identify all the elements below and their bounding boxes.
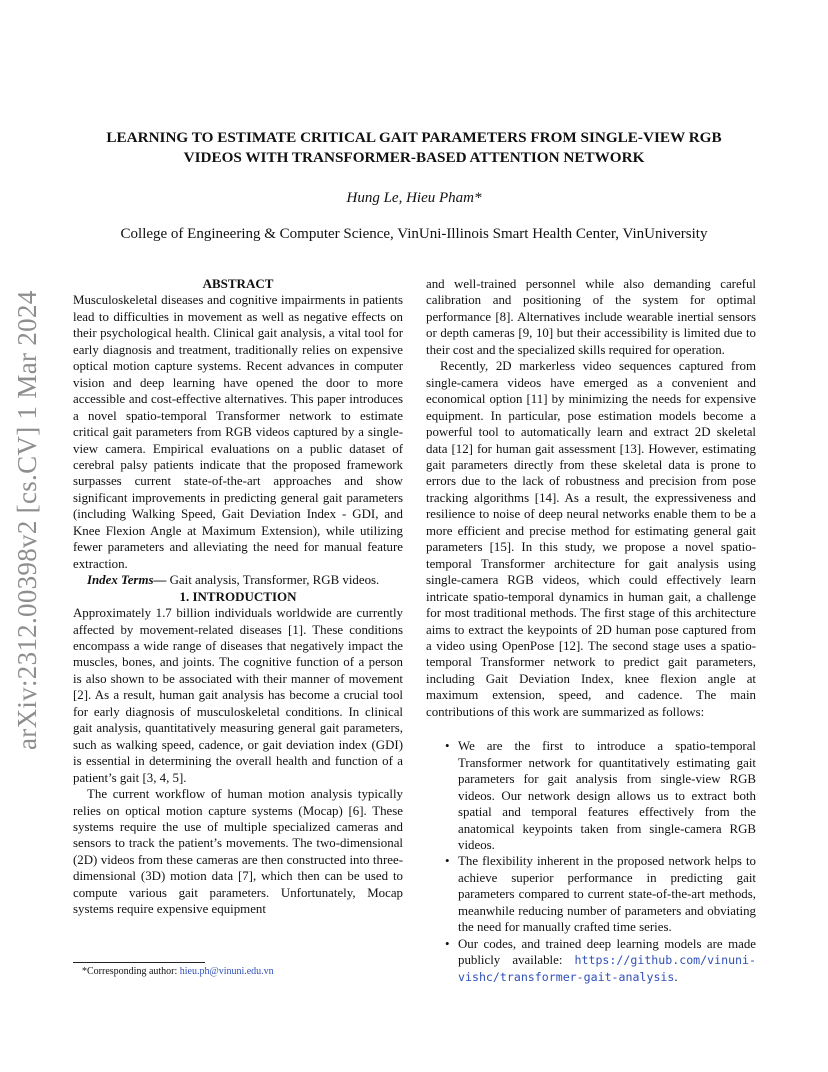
index-terms [73, 572, 403, 588]
list-item [445, 738, 756, 853]
bullet-text: The flexibility inherent in the proposed network helps to achieve superior performance in predicting gait parameters compared to current state-of-the-art methods, meanwhile reducing number of parameters and obviating the need for manually crafted time series. [458, 854, 756, 935]
bullet-text: We are the first to introduce a spatio-temporal Transformer network for quantitatively estimating gait parameters for gait analysis from single-view RGB videos. Our network design allows us to extract both spatial and temporal features effectively from the anatomical keypoints taken from single-camera RGB videos. [458, 739, 756, 852]
bullet-end: . [674, 969, 678, 984]
bullet-icon: • [445, 854, 450, 869]
email-link[interactable]: hieu.ph@vinuni.edu.vn [179, 966, 274, 977]
bullet-text: Our codes, and trained deep learning models are made publicly available: [458, 936, 756, 968]
footnote-rule [73, 962, 205, 963]
title-line-1: LEARNING TO ESTIMATE CRITICAL GAIT PARAMETERS FROM SINGLE-VIEW RGB [106, 129, 722, 146]
right-paragraph-1: and well-trained personnel while also demanding careful calibration and positioning of the system for optimal performance [8]. Alternatives include wearable inertial sensors or depth cameras [9, 10] but their accessibility is limited due to their cost and the specialized skills required for operation. [426, 277, 756, 357]
footnote [82, 966, 274, 977]
right-column [426, 276, 756, 985]
list-item [445, 853, 756, 935]
right-paragraph-2: Recently, 2D markerless video sequences captured from single-camera videos have emerged as a convenient and economical option [11] by minimizing the needs for expensive equipment. In particular, pose estimation models become a powerful tool to automatically learn and extract 2D skeletal data [12] for human gait assessment [13]. However, estimating gait parameters directly from these skeletal data is prone to errors due to the lack of robustness and precision from pose tracking algorithms [14]. As a result, the expressiveness and resilience to noise of deep neural networks enable them to be a more efficient and precise method for estimating general gait parameters [15]. In this study, we propose a novel spatio-temporal Transformer architecture for gait analysis using single-camera RGB videos, which could effectively learn intricate spatio-temporal dynamics in human gait, a challenge for most traditional methods. The first stage of this architecture aims to extract the keypoints of 2D human pose captured from a video using OpenPose [12]. The second stage uses a spatio-temporal Transformer network to predict gait parameters, including Gait Deviation Index, knee flexion angle at maximum extension, speed, and cadence. The main contributions of this work are summarized as follows: [426, 359, 756, 719]
abstract-heading: ABSTRACT [202, 276, 274, 291]
intro-paragraph-1: Approximately 1.7 billion individuals worldwide are currently affected by movement-related diseases [1]. These conditions encompass a wide range of diseases that negatively impact the muscles, bones, and joints. The cognitive function of a person is also shown to be associated with their manner of movement [2]. As a result, human gait analysis has become a crucial tool for early diagnosis of musculoskeletal conditions. In clinical gait analysis, quantitatively measuring general gait parameters, such as walking speed, cadence, or gait deviation index (GDI) is essential in determining the overall health and function of a patient’s gait [3, 4, 5]. [73, 606, 403, 785]
github-link[interactable]: https://github.com/vinuni-vishc/transformer-gait-analysis [458, 953, 756, 984]
affiliation: College of Engineering & Computer Science, VinUni-Illinois Smart Health Center, VinUniversity [120, 226, 708, 242]
left-column [73, 276, 403, 918]
index-terms-label: Index Terms— [87, 573, 167, 588]
footnote-text: *Corresponding author: [82, 966, 180, 977]
paper-title [70, 128, 758, 168]
arxiv-identifier: arXiv:2312.00398v2 [cs.CV] 1 Mar 2024 [12, 290, 42, 750]
contributions-list [426, 738, 756, 985]
authors: Hung Le, Hieu Pham* [346, 190, 482, 206]
abstract-text: Musculoskeletal diseases and cognitive impairments in patients lead to difficulties in movement as well as negative effects on their psychological health. Clinical gait analysis, a vital tool for early diagnosis and treatment, traditionally relies on expensive optical motion capture systems. Recent advances in computer vision and deep learning have opened the door to more accessible and cost-effective alternatives. This paper introduces a novel spatio-temporal Transformer network to estimate critical gait parameters from RGB videos captured by a single-view camera. Empirical evaluations on a public dataset of cerebral palsy patients indicate that the proposed framework surpasses current state-of-the-art approaches and show significant improvements in predicting general gait parameters (including Walking Speed, Gait Deviation Index - GDI, and Knee Flexion Angle at Maximum Extension), while utilizing fewer parameters and alleviating the need for manual feature extraction. [73, 293, 403, 571]
index-terms-text: Gait analysis, Transformer, RGB videos. [166, 573, 380, 588]
list-item [445, 936, 756, 985]
bullet-icon: • [445, 936, 450, 951]
intro-paragraph-2: The current workflow of human motion analysis typically relies on optical motion capture systems (Mocap) [6]. These systems require the use of multiple specialized cameras and sensors to track the patient’s movements. The two-dimensional (2D) videos from these cameras are then constructed into three-dimensional (3D) motion data [7], which then can be used to compute various gait parameters. Unfortunately, Mocap systems require expensive equipment [73, 787, 403, 917]
bullet-icon: • [445, 739, 450, 754]
introduction-heading: 1. INTRODUCTION [179, 588, 297, 604]
title-line-2: VIDEOS WITH TRANSFORMER-BASED ATTENTION NETWORK [183, 149, 645, 166]
